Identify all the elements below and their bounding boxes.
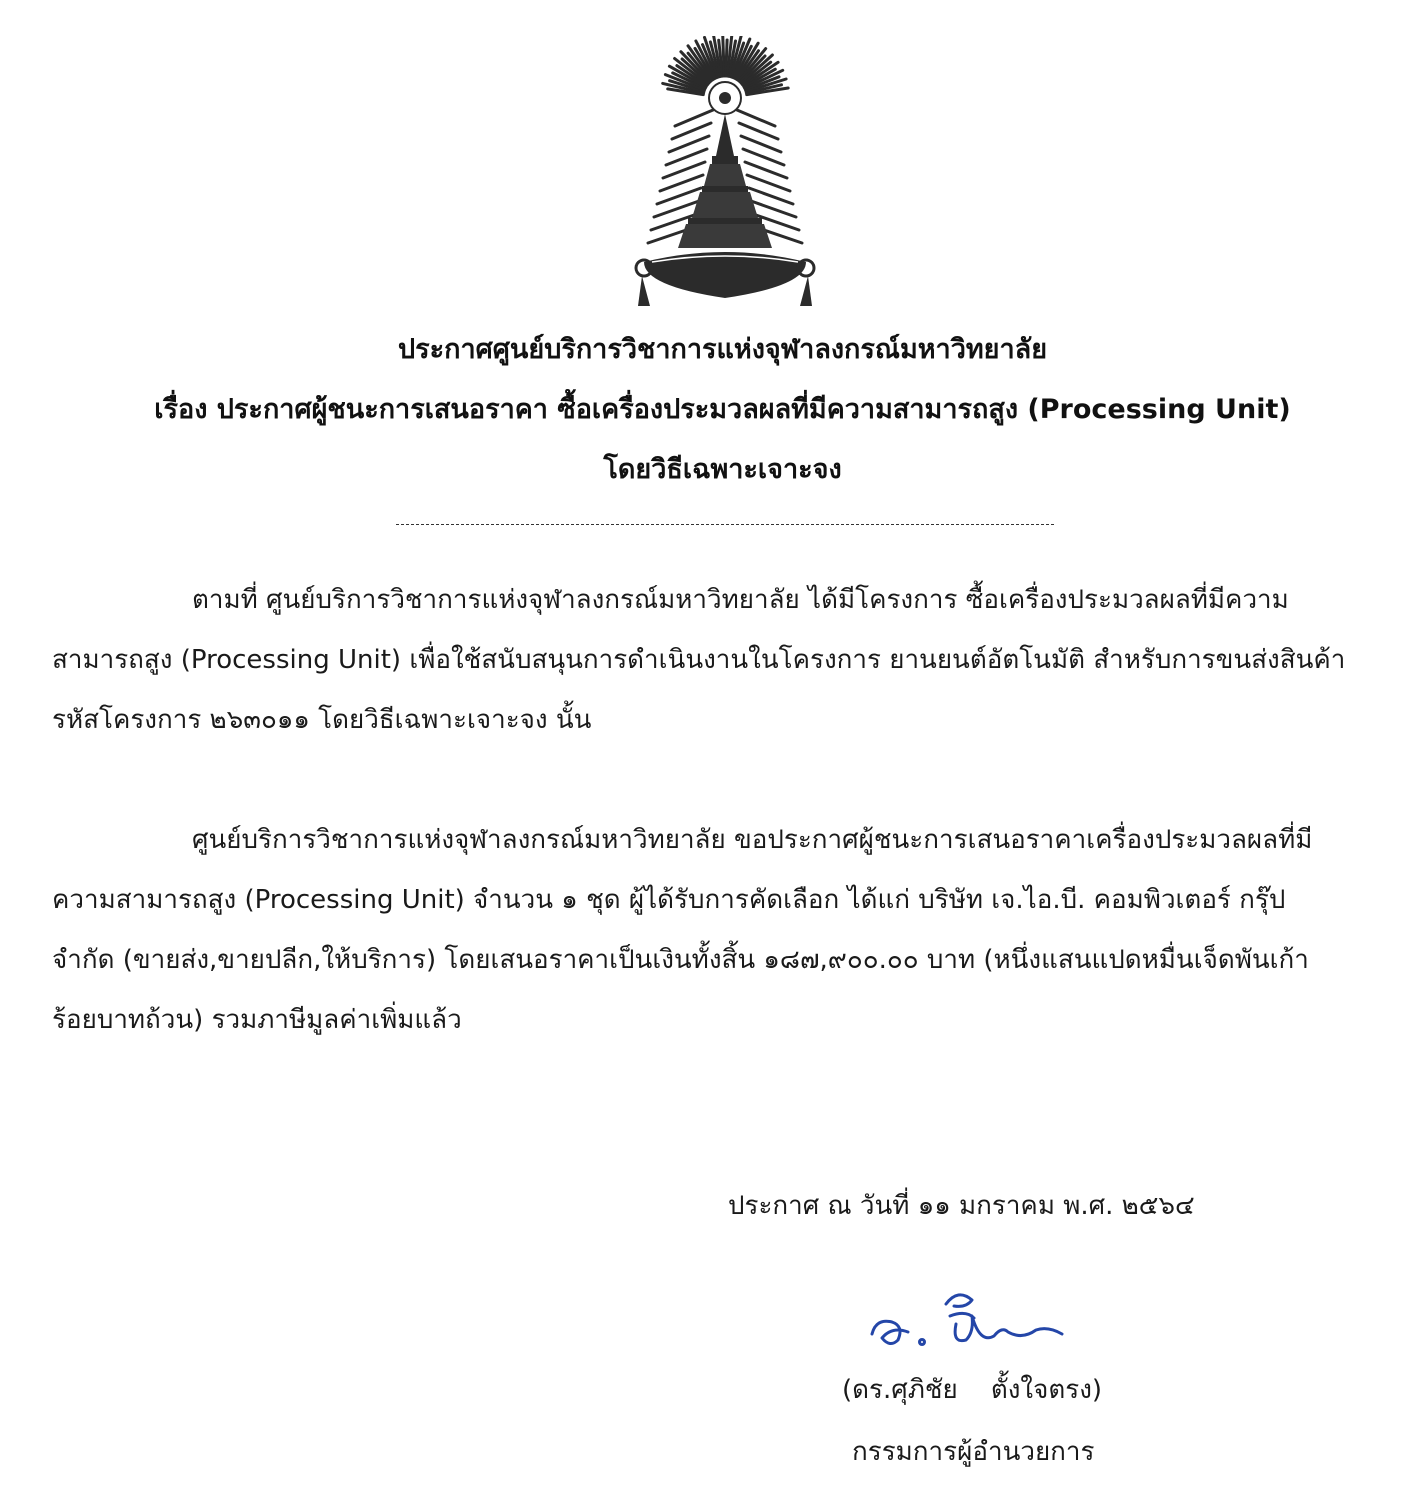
- announcement-date: ประกาศ ณ วันที่ ๑๑ มกราคม พ.ศ. ๒๕๖๔: [728, 1191, 1195, 1221]
- paragraph-2-line-3: จำกัด (ขายส่ง,ขายปลีก,ให้บริการ) โดยเสนอราคาเป็นเงินทั้งสิ้น ๑๘๗,๙๐๐.๐๐ บาท (หนึ่งแสนแปดหมื่นเจ็ดพันเก้า: [52, 945, 1309, 975]
- emblem-ray: [723, 36, 725, 76]
- paragraph-2-line-1: ศูนย์บริการวิชาการแห่งจุฬาลงกรณ์มหาวิทยาลัย ขอประกาศผู้ชนะการเสนอราคาเครื่องประมวลผลที่มี: [192, 825, 1313, 855]
- paragraph-2-line-4: ร้อยบาทถ้วน) รวมภาษีมูลค่าเพิ่มแล้ว: [52, 1005, 462, 1035]
- paragraph-1-line-3: รหัสโครงการ ๒๖๓๐๑๑ โดยวิธีเฉพาะเจาะจง นั้น: [52, 705, 592, 735]
- dashed-divider: [396, 524, 1054, 525]
- announcement-subject: เรื่อง ประกาศผู้ชนะการเสนอราคา ซื้อเครื่องประมวลผลที่มีความสามารถสูง (Processing Unit): [154, 394, 1291, 425]
- handwritten-signature: [862, 1282, 1072, 1362]
- announcement-title: ประกาศศูนย์บริการวิชาการแห่งจุฬาลงกรณ์มหาวิทยาลัย: [397, 334, 1048, 365]
- paragraph-1-line-1: ตามที่ ศูนย์บริการวิชาการแห่งจุฬาลงกรณ์มหาวิทยาลัย ได้มีโครงการ ซื้อเครื่องประมวลผลที่มีความ: [192, 585, 1289, 615]
- paragraph-2-line-2: ความสามารถสูง (Processing Unit) จำนวน ๑ ชุด ผู้ได้รับการคัดเลือก ได้แก่ บริษัท เจ.ไอ.บี. คอมพิวเตอร์ กรุ๊ป: [52, 885, 1286, 915]
- procurement-method: โดยวิธีเฉพาะเจาะจง: [603, 454, 842, 485]
- chulalongkorn-emblem-icon: [630, 36, 820, 316]
- paragraph-1-line-2: สามารถสูง (Processing Unit) เพื่อใช้สนับสนุนการดำเนินงานในโครงการ ยานยนต์อัตโนมัติ สำหรับการขนส่งสินค้า: [52, 645, 1346, 675]
- signer-name: (ดร.ศุภิชัย ตั้งใจตรง): [842, 1375, 1103, 1405]
- signer-title: กรรมการผู้อำนวยการ: [852, 1437, 1095, 1467]
